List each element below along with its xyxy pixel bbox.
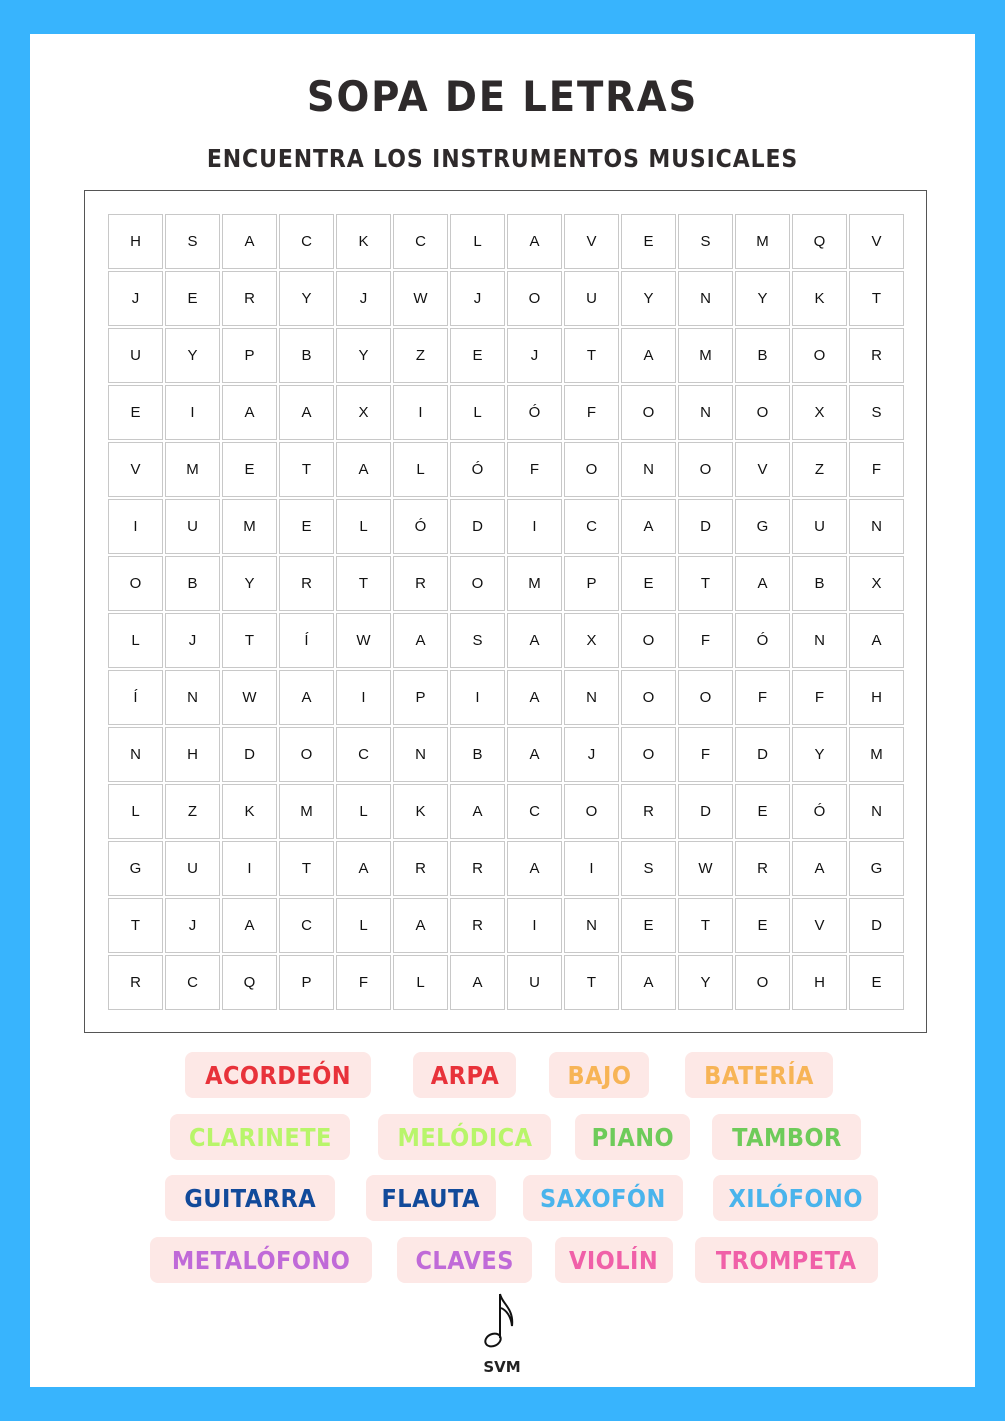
word-chip [575,1114,690,1160]
grid-cell[interactable]: D [678,499,733,554]
word-label: FLAUTA [381,1183,481,1213]
word-label: PIANO [591,1122,674,1152]
grid-cell[interactable]: E [735,898,790,953]
grid-cell[interactable]: I [222,841,277,896]
grid-cell[interactable]: E [108,385,163,440]
grid-cell[interactable]: A [507,613,562,668]
grid-cell[interactable]: B [279,328,334,383]
grid-cell[interactable]: R [393,556,448,611]
grid-cell[interactable]: I [393,385,448,440]
grid-cell[interactable]: R [279,556,334,611]
grid-cell[interactable]: W [222,670,277,725]
grid-cell[interactable]: C [279,214,334,269]
grid-cell[interactable]: A [450,784,505,839]
grid-cell[interactable]: L [393,955,448,1010]
grid-cell[interactable]: S [849,385,904,440]
grid-cell[interactable]: B [735,328,790,383]
word-chip [397,1237,532,1283]
grid-cell[interactable]: V [849,214,904,269]
grid-cell[interactable]: U [165,499,220,554]
grid-cell[interactable]: Ó [450,442,505,497]
grid-cell[interactable]: F [792,670,847,725]
grid-cell[interactable]: C [165,955,220,1010]
grid-cell[interactable]: L [336,499,391,554]
grid-cell[interactable]: X [564,613,619,668]
word-chip [165,1175,335,1221]
grid-cell[interactable]: Y [336,328,391,383]
grid-cell[interactable]: M [279,784,334,839]
grid-cell[interactable]: F [678,727,733,782]
grid-cell[interactable]: Z [165,784,220,839]
word-chip [523,1175,683,1221]
grid-cell[interactable]: B [792,556,847,611]
grid-cell[interactable]: Y [735,271,790,326]
grid-cell[interactable]: N [678,385,733,440]
word-label: TROMPETA [716,1245,857,1275]
grid-cell[interactable]: O [108,556,163,611]
grid-cell[interactable]: O [621,385,676,440]
grid-cell[interactable]: Z [393,328,448,383]
grid-cell[interactable]: O [564,784,619,839]
grid-cell[interactable]: X [336,385,391,440]
grid-cell[interactable]: T [279,442,334,497]
grid-cell[interactable]: A [393,613,448,668]
grid-cell[interactable]: X [792,385,847,440]
grid-cell[interactable]: R [222,271,277,326]
grid-cell[interactable]: A [507,727,562,782]
grid-cell[interactable]: W [393,271,448,326]
grid-cell[interactable]: J [507,328,562,383]
grid-cell[interactable]: Y [222,556,277,611]
grid-cell[interactable]: E [735,784,790,839]
grid-cell[interactable]: O [450,556,505,611]
grid-cell[interactable]: J [336,271,391,326]
grid-cell[interactable]: N [849,499,904,554]
grid-cell[interactable]: G [108,841,163,896]
grid-cell[interactable]: Ó [792,784,847,839]
grid-cell[interactable]: I [336,670,391,725]
grid-cell[interactable]: O [735,955,790,1010]
grid-cell[interactable]: A [279,385,334,440]
word-chip [555,1237,673,1283]
grid-cell[interactable]: Í [108,670,163,725]
grid-cell[interactable]: R [849,328,904,383]
grid-cell[interactable]: I [564,841,619,896]
word-label: TAMBOR [731,1122,842,1152]
grid-cell[interactable]: V [564,214,619,269]
grid-cell[interactable]: D [450,499,505,554]
grid-cell[interactable]: O [621,613,676,668]
grid-cell[interactable]: P [279,955,334,1010]
word-label: VIOLÍN [569,1245,659,1275]
grid-cell[interactable]: J [564,727,619,782]
grid-cell[interactable]: O [792,328,847,383]
grid-cell[interactable]: R [393,841,448,896]
word-label: BAJO [567,1060,631,1090]
grid-cell[interactable]: G [735,499,790,554]
grid-cell[interactable]: L [336,784,391,839]
grid-cell[interactable]: D [222,727,277,782]
grid-cell[interactable]: N [849,784,904,839]
grid-cell[interactable]: A [621,499,676,554]
footer-logo [470,1290,534,1376]
grid-cell[interactable]: K [336,214,391,269]
grid-cell[interactable]: O [678,670,733,725]
grid-cell[interactable]: Y [678,955,733,1010]
grid-cell[interactable]: R [621,784,676,839]
grid-cell[interactable]: J [450,271,505,326]
word-chip [185,1052,371,1098]
grid-cell[interactable]: R [108,955,163,1010]
grid-cell[interactable]: E [279,499,334,554]
grid-cell[interactable]: A [849,613,904,668]
grid-cell[interactable]: O [621,670,676,725]
grid-cell[interactable]: A [222,898,277,953]
grid-cell[interactable]: T [849,271,904,326]
grid-cell[interactable]: A [507,841,562,896]
grid-cell[interactable]: U [108,328,163,383]
grid-cell[interactable]: T [108,898,163,953]
grid-cell[interactable]: V [735,442,790,497]
grid-cell[interactable]: A [336,841,391,896]
grid-cell[interactable]: T [564,955,619,1010]
grid-cell[interactable]: W [678,841,733,896]
grid-cell[interactable]: A [279,670,334,725]
word-label: XILÓFONO [728,1183,863,1213]
grid-cell[interactable]: F [678,613,733,668]
grid-cell[interactable]: J [165,898,220,953]
grid-cell[interactable]: D [678,784,733,839]
word-label: GUITARRA [184,1183,316,1213]
grid-cell[interactable]: S [450,613,505,668]
grid-cell[interactable]: A [222,214,277,269]
grid-cell[interactable]: F [336,955,391,1010]
grid-cell[interactable]: M [507,556,562,611]
grid-cell[interactable]: L [450,214,505,269]
grid-cell[interactable]: K [393,784,448,839]
grid-cell[interactable]: T [279,841,334,896]
grid-cell[interactable]: A [507,214,562,269]
grid-cell[interactable]: Ó [735,613,790,668]
grid-cell[interactable]: N [621,442,676,497]
grid-cell[interactable]: E [621,898,676,953]
word-chip [713,1175,878,1221]
grid-cell[interactable]: L [393,442,448,497]
grid-cell[interactable]: Í [279,613,334,668]
grid-cell[interactable]: N [165,670,220,725]
word-chip [685,1052,833,1098]
grid-cell[interactable]: H [792,955,847,1010]
page-subtitle: ENCUENTRA LOS INSTRUMENTOS MUSICALES [206,144,799,173]
grid-cell[interactable]: L [336,898,391,953]
grid-cell[interactable]: K [792,271,847,326]
grid-cell[interactable]: A [735,556,790,611]
grid-cell[interactable]: S [165,214,220,269]
grid-cell[interactable]: U [792,499,847,554]
grid-cell[interactable]: E [165,271,220,326]
grid-cell[interactable]: O [678,442,733,497]
grid-cell[interactable]: C [336,727,391,782]
grid-cell[interactable]: K [222,784,277,839]
grid-cell[interactable]: U [564,271,619,326]
word-label: ACORDEÓN [205,1060,351,1090]
grid-cell[interactable]: Ó [393,499,448,554]
grid-cell[interactable]: V [108,442,163,497]
word-label: BATERÍA [704,1060,814,1090]
grid-cell[interactable]: G [849,841,904,896]
grid-cell[interactable]: E [450,328,505,383]
grid-cell[interactable]: H [108,214,163,269]
grid-cell[interactable]: E [621,214,676,269]
grid-cell[interactable]: C [564,499,619,554]
word-chip [549,1052,649,1098]
grid-cell[interactable]: N [792,613,847,668]
grid-cell[interactable]: J [165,613,220,668]
grid-cell[interactable]: P [222,328,277,383]
grid-cell[interactable]: I [108,499,163,554]
grid-cell[interactable]: B [450,727,505,782]
grid-cell[interactable]: M [678,328,733,383]
grid-cell[interactable]: F [849,442,904,497]
grid-cell[interactable]: N [564,670,619,725]
music-note-icon [482,1290,522,1352]
grid-cell[interactable]: O [507,271,562,326]
page-title: SOPA DE LETRAS [306,72,699,121]
word-label: MELÓDICA [397,1122,532,1152]
word-chip [378,1114,551,1160]
grid-cell[interactable]: V [792,898,847,953]
grid-cell[interactable]: Y [165,328,220,383]
grid-cell[interactable]: E [222,442,277,497]
grid-cell[interactable]: M [222,499,277,554]
grid-cell[interactable]: N [108,727,163,782]
grid-cell[interactable]: A [222,385,277,440]
word-search-grid [107,213,905,1011]
grid-cell[interactable]: I [507,499,562,554]
word-chip [413,1052,516,1098]
grid-cell[interactable]: F [564,385,619,440]
grid-cell[interactable]: U [165,841,220,896]
grid-cell[interactable]: L [108,613,163,668]
grid-cell[interactable]: L [450,385,505,440]
word-chip [150,1237,372,1283]
grid-cell[interactable]: H [165,727,220,782]
grid-cell[interactable]: D [735,727,790,782]
word-label: CLARINETE [188,1122,332,1152]
grid-cell[interactable]: R [735,841,790,896]
grid-cell[interactable]: C [279,898,334,953]
grid-cell[interactable]: O [564,442,619,497]
grid-cell[interactable]: O [735,385,790,440]
grid-cell[interactable]: N [678,271,733,326]
grid-cell[interactable]: N [564,898,619,953]
grid-cell[interactable]: W [336,613,391,668]
word-chip [170,1114,350,1160]
grid-cell[interactable]: A [792,841,847,896]
grid-cell[interactable]: M [165,442,220,497]
grid-cell[interactable]: T [678,898,733,953]
grid-cell[interactable]: O [621,727,676,782]
grid-cell[interactable]: F [507,442,562,497]
grid-cell[interactable]: S [678,214,733,269]
word-label: ARPA [430,1060,499,1090]
grid-cell[interactable]: R [450,898,505,953]
grid-cell[interactable]: C [507,784,562,839]
grid-cell[interactable]: A [621,328,676,383]
word-chip [712,1114,861,1160]
grid-cell[interactable]: U [507,955,562,1010]
grid-cell[interactable]: Y [792,727,847,782]
grid-cell[interactable]: Y [279,271,334,326]
grid-cell[interactable]: Q [792,214,847,269]
grid-cell[interactable]: A [393,898,448,953]
grid-cell[interactable]: T [222,613,277,668]
grid-cell[interactable]: M [735,214,790,269]
grid-cell[interactable]: A [621,955,676,1010]
word-label: METALÓFONO [171,1245,351,1275]
grid-cell[interactable]: A [336,442,391,497]
grid-cell[interactable]: I [165,385,220,440]
footer-label: SVM [483,1358,521,1376]
grid-cell[interactable]: P [564,556,619,611]
grid-cell[interactable]: T [564,328,619,383]
grid-cell[interactable]: N [393,727,448,782]
grid-cell[interactable]: H [849,670,904,725]
grid-cell[interactable]: F [735,670,790,725]
grid-cell[interactable]: J [108,271,163,326]
grid-cell[interactable]: Q [222,955,277,1010]
grid-cell[interactable]: B [165,556,220,611]
word-label: SAXOFÓN [540,1183,666,1213]
word-chip [695,1237,878,1283]
grid-cell[interactable]: S [621,841,676,896]
grid-cell[interactable]: L [108,784,163,839]
grid-cell[interactable]: M [849,727,904,782]
word-chip [366,1175,496,1221]
grid-cell[interactable]: D [849,898,904,953]
grid-cell[interactable]: A [450,955,505,1010]
grid-cell[interactable]: X [849,556,904,611]
grid-cell[interactable]: Z [792,442,847,497]
grid-cell[interactable]: I [507,898,562,953]
grid-cell[interactable]: I [450,670,505,725]
grid-cell[interactable]: Ó [507,385,562,440]
grid-cell[interactable]: A [507,670,562,725]
grid-cell[interactable]: P [393,670,448,725]
grid-cell[interactable]: T [336,556,391,611]
grid-cell[interactable]: O [279,727,334,782]
grid-cell[interactable]: Y [621,271,676,326]
grid-cell[interactable]: E [849,955,904,1010]
grid-cell[interactable]: C [393,214,448,269]
grid-cell[interactable]: T [678,556,733,611]
word-label: CLAVES [415,1245,514,1275]
grid-cell[interactable]: R [450,841,505,896]
grid-cell[interactable]: E [621,556,676,611]
